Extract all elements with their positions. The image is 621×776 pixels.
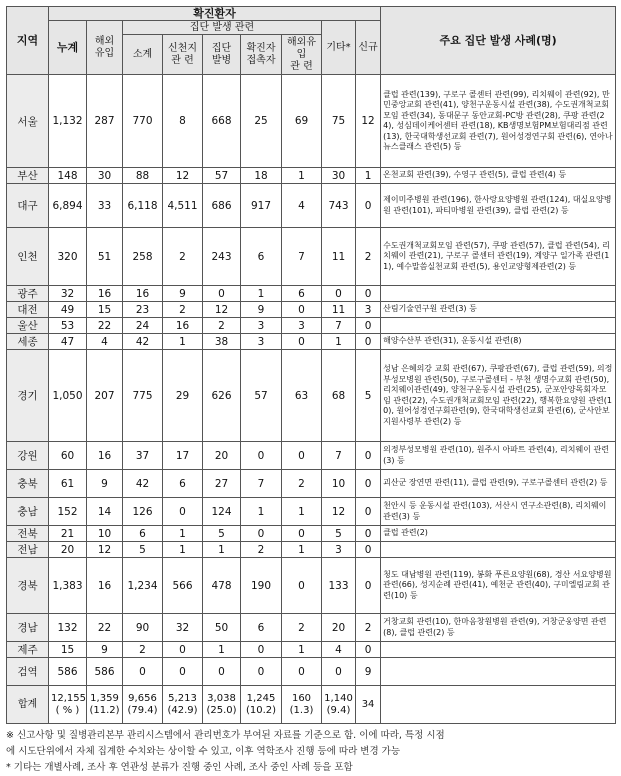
- cluster-cell: 478: [203, 558, 241, 614]
- region-cell: 경남: [7, 614, 49, 642]
- other-cell: 7: [322, 442, 356, 470]
- contact-cell: 9: [241, 302, 282, 318]
- col-cluster: 집단 발병: [203, 35, 241, 75]
- cluster-cell: 27: [203, 470, 241, 498]
- contact-cell: 0: [241, 642, 282, 658]
- col-major: 주요 집단 발생 사례(명): [381, 7, 616, 75]
- shincheonji-cell: 32: [163, 614, 203, 642]
- contact-cell: 0: [241, 526, 282, 542]
- overseas-cell: 16: [87, 442, 123, 470]
- overseas-related-cell: 6: [282, 286, 322, 302]
- contact-cell: 1: [241, 498, 282, 526]
- shincheonji-cell: 9: [163, 286, 203, 302]
- region-cell: 대전: [7, 302, 49, 318]
- overseas-related-cell: 160 (1.3): [282, 686, 322, 724]
- overseas-related-cell: 69: [282, 75, 322, 168]
- new-cell: 0: [356, 470, 381, 498]
- cluster-cell: 0: [203, 658, 241, 686]
- major-cases-cell: [381, 642, 616, 658]
- contact-cell: 18: [241, 168, 282, 184]
- region-cell: 울산: [7, 318, 49, 334]
- subtotal-cell: 126: [123, 498, 163, 526]
- other-cell: 30: [322, 168, 356, 184]
- table-row: [7, 470, 616, 498]
- other-cell: 11: [322, 228, 356, 286]
- overseas-cell: 51: [87, 228, 123, 286]
- table-row: [7, 642, 616, 658]
- total-cell: 12,155 ( % ): [49, 686, 87, 724]
- table-row: [7, 558, 616, 614]
- subtotal-cell: 775: [123, 350, 163, 442]
- total-row: [7, 686, 616, 724]
- other-cell: 68: [322, 350, 356, 442]
- overseas-cell: 30: [87, 168, 123, 184]
- total-cell: 6,894: [49, 184, 87, 228]
- cluster-cell: 1: [203, 542, 241, 558]
- new-cell: 0: [356, 558, 381, 614]
- subtotal-cell: 9,656 (79.4): [123, 686, 163, 724]
- major-cases-cell: 청도 대남병원 관련(119), 봉화 푸른요양원(68), 경산 서요양병원 관련(66), 성지순례 관련(41), 예천군 관련(40), 구미엘림교회 관련(10) 등: [381, 558, 616, 614]
- major-cases-cell: 수도권개척교회모임 관련(57), 쿠팡 관련(57), 클럽 관련(54), 리치웨이 관련(21), 구로구 콜센터 관련(19), 계양구 일가족 관련(11), 예수말씀실천교회 관련(5), 용인교양형제관련(2) 등: [381, 228, 616, 286]
- overseas-cell: 22: [87, 318, 123, 334]
- overseas-related-cell: 0: [282, 558, 322, 614]
- table-row: [7, 442, 616, 470]
- overseas-related-cell: 0: [282, 334, 322, 350]
- shincheonji-cell: 17: [163, 442, 203, 470]
- document: [6, 6, 615, 776]
- shincheonji-cell: 2: [163, 302, 203, 318]
- overseas-cell: 9: [87, 642, 123, 658]
- cluster-cell: 38: [203, 334, 241, 350]
- overseas-cell: 22: [87, 614, 123, 642]
- footnote-2: 에 시도단위에서 자체 집계한 수치와는 상이할 수 있고, 이후 역학조사 진행 등에 따라 변경 가능: [6, 746, 401, 757]
- major-cases-cell: [381, 286, 616, 302]
- contact-cell: 1,245 (10.2): [241, 686, 282, 724]
- contact-cell: 25: [241, 75, 282, 168]
- major-cases-cell: 온천교회 관련(39), 수영구 관련(5), 클럽 관련(4) 등: [381, 168, 616, 184]
- other-cell: 1,140 (9.4): [322, 686, 356, 724]
- major-cases-cell: [381, 658, 616, 686]
- contact-cell: 190: [241, 558, 282, 614]
- shincheonji-cell: 2: [163, 228, 203, 286]
- overseas-cell: 207: [87, 350, 123, 442]
- cluster-cell: 626: [203, 350, 241, 442]
- other-cell: 7: [322, 318, 356, 334]
- contact-cell: 0: [241, 442, 282, 470]
- total-cell: 152: [49, 498, 87, 526]
- overseas-related-cell: 0: [282, 302, 322, 318]
- cluster-cell: 57: [203, 168, 241, 184]
- region-cell: 충북: [7, 470, 49, 498]
- table-row: [7, 75, 616, 168]
- table-row: [7, 228, 616, 286]
- cluster-cell: 243: [203, 228, 241, 286]
- major-cases-cell: 천안시 등 운동시설 관련(103), 서산시 연구소관련(8), 리치웨이 관련(3) 등: [381, 498, 616, 526]
- overseas-cell: 16: [87, 286, 123, 302]
- major-cases-cell: 의정부성모병원 관련(10), 원주시 아파트 관련(4), 리치웨이 관련(3) 등: [381, 442, 616, 470]
- new-cell: 12: [356, 75, 381, 168]
- shincheonji-cell: 1: [163, 526, 203, 542]
- region-cell: 세종: [7, 334, 49, 350]
- table-row: [7, 334, 616, 350]
- shincheonji-cell: 4,511: [163, 184, 203, 228]
- contact-cell: 0: [241, 658, 282, 686]
- subtotal-cell: 770: [123, 75, 163, 168]
- region-cell: 부산: [7, 168, 49, 184]
- col-new: 신규: [356, 21, 381, 75]
- contact-cell: 6: [241, 228, 282, 286]
- region-cell: 경북: [7, 558, 49, 614]
- new-cell: 0: [356, 334, 381, 350]
- subtotal-cell: 1,234: [123, 558, 163, 614]
- subtotal-cell: 2: [123, 642, 163, 658]
- table-row: [7, 318, 616, 334]
- new-cell: 0: [356, 542, 381, 558]
- total-cell: 61: [49, 470, 87, 498]
- total-cell: 1,132: [49, 75, 87, 168]
- other-cell: 75: [322, 75, 356, 168]
- other-cell: 1: [322, 334, 356, 350]
- cluster-cell: 5: [203, 526, 241, 542]
- contact-cell: 2: [241, 542, 282, 558]
- cluster-cell: 2: [203, 318, 241, 334]
- shincheonji-cell: 1: [163, 334, 203, 350]
- cluster-cell: 12: [203, 302, 241, 318]
- new-cell: 3: [356, 302, 381, 318]
- col-other: 기타*: [322, 21, 356, 75]
- total-cell: 1,383: [49, 558, 87, 614]
- shincheonji-cell: 0: [163, 498, 203, 526]
- cases-table: [6, 6, 616, 724]
- overseas-related-cell: 1: [282, 642, 322, 658]
- other-cell: 0: [322, 658, 356, 686]
- region-cell: 전남: [7, 542, 49, 558]
- overseas-related-cell: 1: [282, 542, 322, 558]
- table-row: [7, 168, 616, 184]
- major-cases-cell: 클럽 관련(139), 구로구 콜센터 관련(99), 리치웨이 관련(92), 만민중앙교회 관련(41), 양천구운동시설 관련(38), 수도권개척교회모임 관련(34), 동대문구 동안교회-PC방 관련(28), 쿠팡 관련(24), 성심데이케어센터 관련(18), KB생명보험PM보험대리점 관련(13), 한국대학생선교회 관련(7), 원어성경연구회 관련(6), 연아나뉴스클래스 관련(5) 등: [381, 75, 616, 168]
- total-cell: 132: [49, 614, 87, 642]
- total-cell: 586: [49, 658, 87, 686]
- major-cases-cell: 산림기술연구원 관련(3) 등: [381, 302, 616, 318]
- contact-cell: 917: [241, 184, 282, 228]
- overseas-related-cell: 1: [282, 168, 322, 184]
- other-cell: 12: [322, 498, 356, 526]
- region-cell: 경기: [7, 350, 49, 442]
- shincheonji-cell: 12: [163, 168, 203, 184]
- shincheonji-cell: 566: [163, 558, 203, 614]
- new-cell: 34: [356, 686, 381, 724]
- major-cases-cell: 성남 은혜의강 교회 관련(67), 쿠팡관련(67), 클럽 관련(59), 의정부성모병원 관련(50), 구로구콜센터 - 부천 생명수교회 관련(50), 리치웨이관련(49), 양천구운동시설 관련(25), 군포안양목회자모임 관련(22), 수도권개척교회모임 관련(22), 행복한요양원 관련(10), 원어성경연구회관련(9), 한국대학생선교회 관련(6), 군사안보지원사령부 관련(2) 등: [381, 350, 616, 442]
- new-cell: 0: [356, 184, 381, 228]
- other-cell: 10: [322, 470, 356, 498]
- contact-cell: 6: [241, 614, 282, 642]
- contact-cell: 3: [241, 318, 282, 334]
- overseas-cell: 15: [87, 302, 123, 318]
- subtotal-cell: 24: [123, 318, 163, 334]
- subtotal-cell: 42: [123, 334, 163, 350]
- total-cell: 1,050: [49, 350, 87, 442]
- cluster-cell: 50: [203, 614, 241, 642]
- shincheonji-cell: 0: [163, 658, 203, 686]
- overseas-related-cell: 3: [282, 318, 322, 334]
- total-cell: 15: [49, 642, 87, 658]
- col-contact: 확진자 접촉자: [241, 35, 282, 75]
- col-subtotal: 소계: [123, 35, 163, 75]
- col-overseas-related: 해외유입 관 련: [282, 35, 322, 75]
- new-cell: 0: [356, 498, 381, 526]
- table-body: [7, 75, 616, 724]
- cluster-cell: 0: [203, 286, 241, 302]
- subtotal-cell: 6: [123, 526, 163, 542]
- overseas-related-cell: 4: [282, 184, 322, 228]
- footnotes: [6, 728, 615, 776]
- total-cell: 47: [49, 334, 87, 350]
- overseas-related-cell: 0: [282, 658, 322, 686]
- region-cell: 제주: [7, 642, 49, 658]
- overseas-related-cell: 1: [282, 498, 322, 526]
- shincheonji-cell: 29: [163, 350, 203, 442]
- overseas-cell: 14: [87, 498, 123, 526]
- region-cell: 서울: [7, 75, 49, 168]
- table-header: [7, 7, 616, 75]
- contact-cell: 3: [241, 334, 282, 350]
- overseas-related-cell: 2: [282, 470, 322, 498]
- table-row: [7, 302, 616, 318]
- overseas-cell: 4: [87, 334, 123, 350]
- subtotal-cell: 6,118: [123, 184, 163, 228]
- total-cell: 148: [49, 168, 87, 184]
- major-cases-cell: 제이미주병원 관련(196), 한사랑요양병원 관련(124), 대실요양병원 관련(101), 파티마병원 관련(39), 클럽 관련(2) 등: [381, 184, 616, 228]
- total-cell: 32: [49, 286, 87, 302]
- footnote-1: ※ 신고사항 및 질병관리본부 관리시스템에서 관리번호가 부여된 자료를 기준으로 함. 이에 따라, 특정 시점: [6, 730, 445, 741]
- contact-cell: 7: [241, 470, 282, 498]
- region-cell: 충남: [7, 498, 49, 526]
- major-cases-cell: [381, 686, 616, 724]
- col-confirmed: 확진환자: [49, 7, 381, 21]
- table-row: [7, 498, 616, 526]
- overseas-cell: 16: [87, 558, 123, 614]
- overseas-cell: 586: [87, 658, 123, 686]
- other-cell: 5: [322, 526, 356, 542]
- other-cell: 743: [322, 184, 356, 228]
- table-row: [7, 614, 616, 642]
- cluster-cell: 124: [203, 498, 241, 526]
- other-cell: 133: [322, 558, 356, 614]
- other-cell: 3: [322, 542, 356, 558]
- other-cell: 0: [322, 286, 356, 302]
- new-cell: 0: [356, 286, 381, 302]
- region-cell: 광주: [7, 286, 49, 302]
- cluster-cell: 686: [203, 184, 241, 228]
- region-cell: 강원: [7, 442, 49, 470]
- major-cases-cell: [381, 318, 616, 334]
- subtotal-cell: 258: [123, 228, 163, 286]
- major-cases-cell: [381, 542, 616, 558]
- subtotal-cell: 90: [123, 614, 163, 642]
- total-cell: 320: [49, 228, 87, 286]
- total-cell: 20: [49, 542, 87, 558]
- new-cell: 0: [356, 642, 381, 658]
- new-cell: 5: [356, 350, 381, 442]
- table-row: [7, 350, 616, 442]
- contact-cell: 1: [241, 286, 282, 302]
- new-cell: 0: [356, 318, 381, 334]
- region-cell: 검역: [7, 658, 49, 686]
- overseas-cell: 33: [87, 184, 123, 228]
- subtotal-cell: 0: [123, 658, 163, 686]
- new-cell: 1: [356, 168, 381, 184]
- overseas-related-cell: 7: [282, 228, 322, 286]
- table-row: [7, 542, 616, 558]
- new-cell: 9: [356, 658, 381, 686]
- shincheonji-cell: 5,213 (42.9): [163, 686, 203, 724]
- other-cell: 20: [322, 614, 356, 642]
- subtotal-cell: 5: [123, 542, 163, 558]
- total-cell: 49: [49, 302, 87, 318]
- total-cell: 60: [49, 442, 87, 470]
- overseas-cell: 287: [87, 75, 123, 168]
- subtotal-cell: 37: [123, 442, 163, 470]
- region-cell: 인천: [7, 228, 49, 286]
- subtotal-cell: 88: [123, 168, 163, 184]
- total-cell: 21: [49, 526, 87, 542]
- shincheonji-cell: 16: [163, 318, 203, 334]
- major-cases-cell: 해양수산부 관련(31), 운동시설 관련(8): [381, 334, 616, 350]
- region-cell: 전북: [7, 526, 49, 542]
- new-cell: 0: [356, 526, 381, 542]
- other-cell: 4: [322, 642, 356, 658]
- new-cell: 2: [356, 228, 381, 286]
- major-cases-cell: 클럽 관련(2): [381, 526, 616, 542]
- region-cell: 합계: [7, 686, 49, 724]
- overseas-cell: 9: [87, 470, 123, 498]
- col-cluster-group: 집단 발생 관련: [123, 21, 322, 35]
- col-total: 누계: [49, 21, 87, 75]
- new-cell: 0: [356, 442, 381, 470]
- new-cell: 2: [356, 614, 381, 642]
- total-cell: 53: [49, 318, 87, 334]
- overseas-related-cell: 63: [282, 350, 322, 442]
- major-cases-cell: 괴산군 장연면 관련(11), 클럽 관련(9), 구로구콜센터 관련(2) 등: [381, 470, 616, 498]
- overseas-cell: 10: [87, 526, 123, 542]
- col-overseas: 해외 유입: [87, 21, 123, 75]
- subtotal-cell: 16: [123, 286, 163, 302]
- col-shincheonji: 신천지 관 련: [163, 35, 203, 75]
- footnote-3: * 기타는 개별사례, 조사 후 연관성 분류가 진행 중인 사례, 조사 중인 사례 등을 포함: [6, 762, 353, 773]
- table-row: [7, 658, 616, 686]
- other-cell: 11: [322, 302, 356, 318]
- region-cell: 대구: [7, 184, 49, 228]
- subtotal-cell: 23: [123, 302, 163, 318]
- table-row: [7, 184, 616, 228]
- shincheonji-cell: 6: [163, 470, 203, 498]
- major-cases-cell: 거창교회 관련(10), 한마음창원병원 관련(9), 거창군웅양면 관련(8), 클럽 관련(2) 등: [381, 614, 616, 642]
- cluster-cell: 1: [203, 642, 241, 658]
- shincheonji-cell: 8: [163, 75, 203, 168]
- cluster-cell: 20: [203, 442, 241, 470]
- overseas-cell: 12: [87, 542, 123, 558]
- subtotal-cell: 42: [123, 470, 163, 498]
- contact-cell: 57: [241, 350, 282, 442]
- overseas-related-cell: 0: [282, 526, 322, 542]
- col-region: 지역: [7, 7, 49, 75]
- table-row: [7, 526, 616, 542]
- overseas-related-cell: 0: [282, 442, 322, 470]
- cluster-cell: 668: [203, 75, 241, 168]
- shincheonji-cell: 1: [163, 542, 203, 558]
- overseas-related-cell: 2: [282, 614, 322, 642]
- cluster-cell: 3,038 (25.0): [203, 686, 241, 724]
- table-row: [7, 286, 616, 302]
- overseas-cell: 1,359 (11.2): [87, 686, 123, 724]
- shincheonji-cell: 0: [163, 642, 203, 658]
